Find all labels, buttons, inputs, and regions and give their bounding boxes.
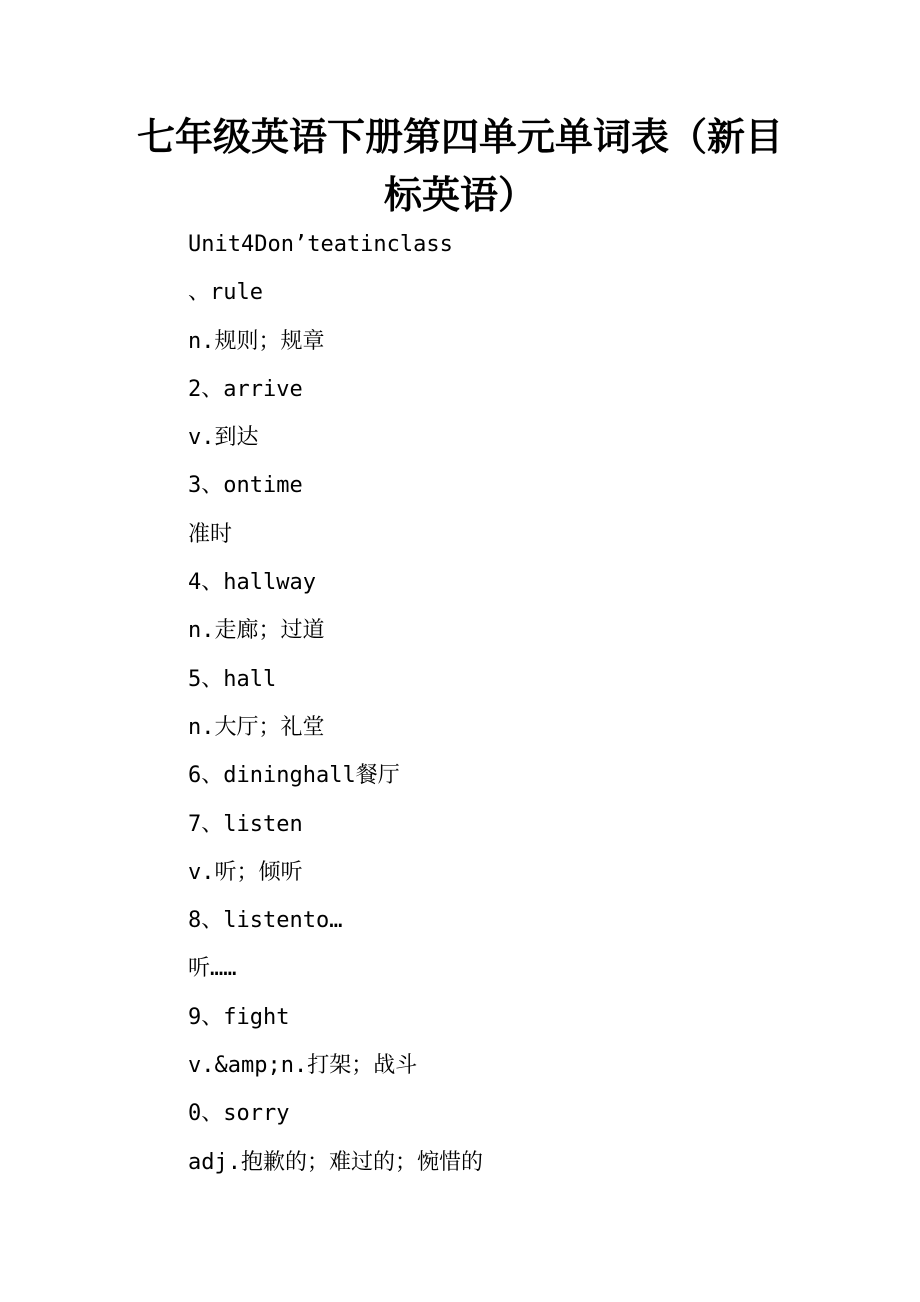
vocabulary-line: 7、listen bbox=[188, 811, 303, 837]
vocabulary-list bbox=[188, 225, 828, 1191]
document-title: 七年级英语下册第四单元单词表（新目标英语） bbox=[136, 114, 783, 217]
vocabulary-line: 准时 bbox=[188, 521, 233, 547]
vocabulary-line: adj.抱歉的；难过的；惋惜的 bbox=[188, 1149, 483, 1175]
vocabulary-line: 6、dininghall餐厅 bbox=[188, 763, 400, 789]
vocabulary-line: n.大厅；礼堂 bbox=[188, 714, 325, 740]
vocabulary-line: 0、sorry bbox=[188, 1101, 290, 1127]
vocabulary-line: Unit4Don’teatinclass bbox=[188, 232, 453, 257]
vocabulary-line: 5、hall bbox=[188, 666, 277, 692]
vocabulary-line: 、rule bbox=[188, 280, 263, 306]
vocabulary-line: n.走廊；过道 bbox=[188, 618, 325, 644]
vocabulary-line: 听…… bbox=[188, 956, 237, 982]
vocabulary-line: v.&amp;n.打架；战斗 bbox=[188, 1053, 418, 1079]
vocabulary-line: v.到达 bbox=[188, 425, 259, 451]
vocabulary-line: v.听；倾听 bbox=[188, 859, 303, 885]
vocabulary-line: n.规则；规章 bbox=[188, 328, 325, 354]
vocabulary-line: 9、fight bbox=[188, 1004, 290, 1030]
vocabulary-line: 2、arrive bbox=[188, 376, 303, 402]
vocabulary-line: 4、hallway bbox=[188, 570, 316, 596]
vocabulary-line: 3、ontime bbox=[188, 473, 303, 499]
vocabulary-line: 8、listento… bbox=[188, 908, 343, 934]
